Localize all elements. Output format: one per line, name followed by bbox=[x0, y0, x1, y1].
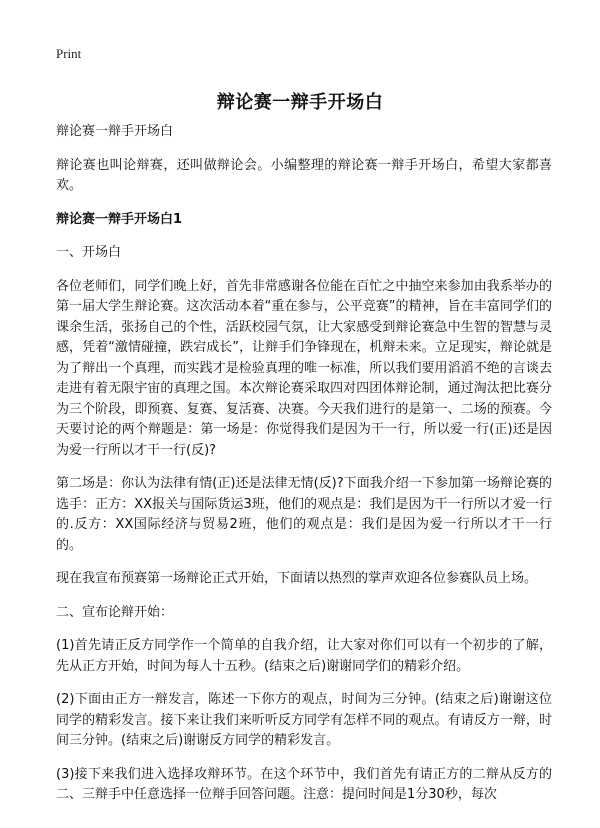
announce-paragraph: 现在我宣布预赛第一场辩论正式开始，下面请以热烈的掌声欢迎各位参赛队员上场。 bbox=[56, 571, 538, 586]
section-heading: 辩论赛一辩手开场白1 bbox=[56, 211, 183, 227]
step-3-paragraph: (3)接下来我们进入选择攻辩环节。在这个环节中，我们首先有请正方的二辩从反方的二、三辩手中任意选择一位辩手回答问题。注意：提问时间是1分30秒，每次 bbox=[56, 766, 552, 802]
second-match-paragraph: 第二场是：你认为法律有情(正)还是法律无情(反)?下面我介绍一下参加第一场辩论赛的选手：正方：XX报关与国际货运3班，他们的观点是：我们是因为干一行所以才爱一行的.反方：XX国际经济与贸易2班，他们的观点是：我们是因为爱一行所以才干一行的。 bbox=[56, 476, 552, 553]
print-link[interactable]: Print bbox=[56, 46, 82, 61]
opening-paragraph: 各位老师们，同学们晚上好，首先非常感谢各位能在百忙之中抽空来参加由我系举办的第一届大学生辩论赛。这次活动本着“重在参与，公平竞赛”的精神，旨在丰富同学们的课余生活，张扬自己的个性，活跃校园气氛，让大家感受到辩论赛急中生智的智慧与灵感，凭着“激情碰撞，跌宕成长”，让辩手们争锋现在，机辩未来。立足现实，辩论就是为了辩出一个真理，而实践才是检验真理的唯一标准，所以我们要用滔滔不绝的言谈去走进有着无限宇宙的真理之国。本次辩论赛采取四对四团体辩论制，通过淘汰把比赛分为三个阶段，即预赛、复赛、复活赛、决赛。今天我们进行的是第一、二场的预赛。今天要讨论的两个辩题是：第一场是：你觉得我们是因为干一行，所以爱一行(正)还是因为爱一行所以才干一行(反)? bbox=[56, 278, 552, 458]
subtitle-paragraph: 辩论赛一辩手开场白 bbox=[56, 124, 174, 139]
subsection-heading-start: 二、宣布论辩开始： bbox=[56, 604, 174, 620]
step-2-paragraph: (2)下面由正方一辩发言，陈述一下你方的观点，时间为三分钟。(结束之后)谢谢这位同学的精彩发言。接下来让我们来听听反方同学有怎样不同的观点。有请反方一辩，时间三分钟。(结束之后)谢谢反方同学的精彩发言。 bbox=[56, 692, 552, 748]
subsection-heading-opening: 一、开场白 bbox=[56, 245, 122, 260]
document-body bbox=[56, 122, 552, 819]
step-1-paragraph: (1)首先请正反方同学作一个简单的自我介绍，让大家对你们可以有一个初步的了解，先从正方开始，时间为每人十五秒。(结束之后)谢谢同学们的精彩介绍。 bbox=[56, 638, 552, 674]
intro-paragraph: 辩论赛也叫论辩赛，还叫做辩论会。小编整理的辩论赛一辩手开场白，希望大家都喜欢。 bbox=[56, 157, 552, 193]
page-title: 辩论赛一辩手开场白 bbox=[216, 92, 384, 113]
